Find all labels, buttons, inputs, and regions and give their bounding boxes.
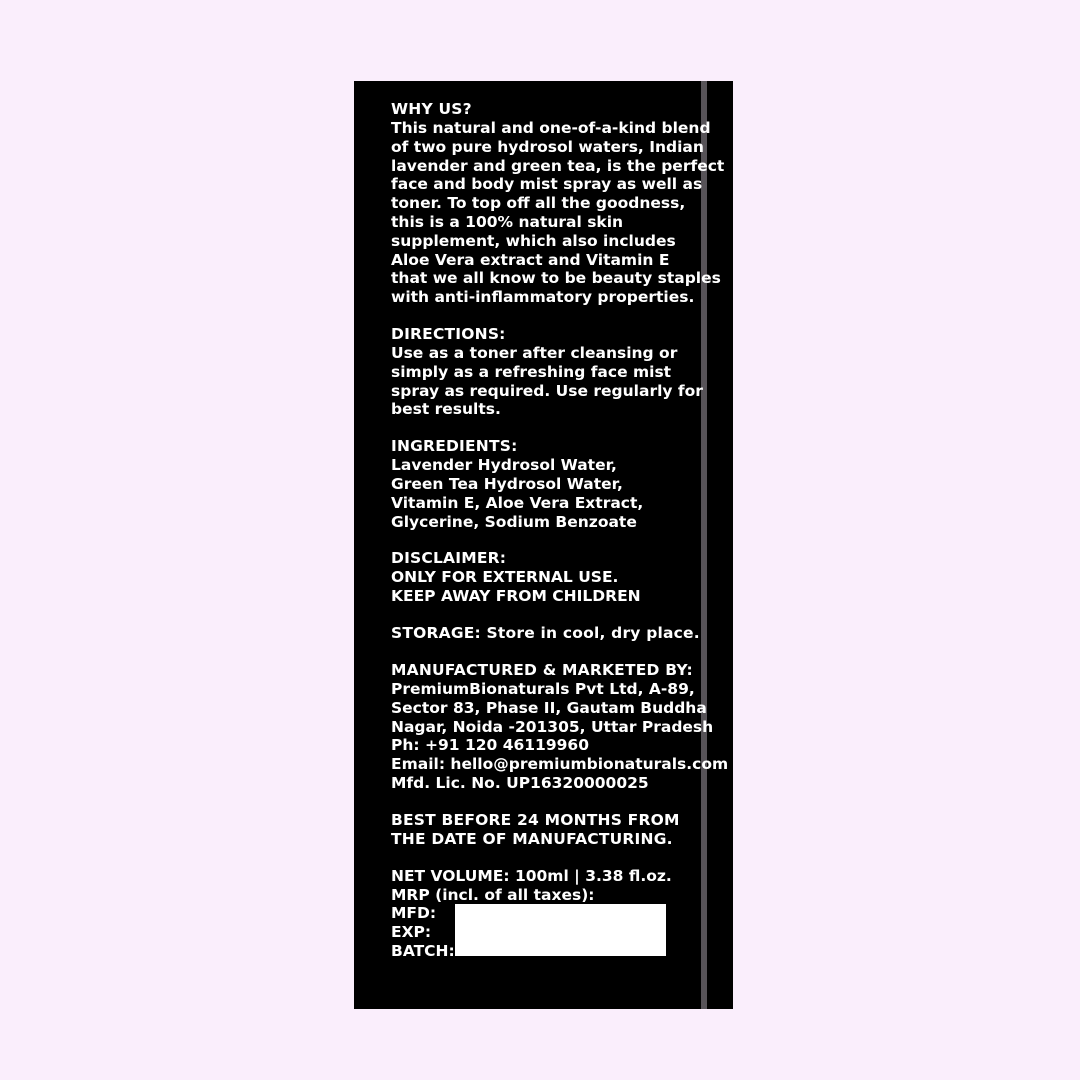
section-line: this is a 100% natural skin	[391, 212, 624, 231]
section-why-us	[391, 100, 725, 307]
label-spine-divider	[701, 81, 707, 1009]
section-line: Lavender Hydrosol Water,	[391, 456, 617, 475]
batch-field-label: BATCH:	[391, 941, 455, 960]
section-line: ONLY FOR EXTERNAL USE.	[391, 568, 619, 587]
section-line: lavender and green tea, is the perfect	[391, 156, 725, 175]
label-content	[391, 100, 729, 961]
section-line: Aloe Vera extract and Vitamin E	[391, 250, 670, 269]
section-line: of two pure hydrosol waters, Indian	[391, 137, 704, 156]
section-line: This natural and one-of-a-kind blend	[391, 119, 711, 137]
section-heading: STORAGE: Store in cool, dry place.	[391, 623, 700, 642]
section-line: Green Tea Hydrosol Water,	[391, 474, 623, 493]
section-line: THE DATE OF MANUFACTURING.	[391, 829, 673, 848]
section-best-before	[391, 811, 691, 849]
section-heading: WHY US?	[391, 100, 472, 118]
section-line: spray as required. Use regularly for	[391, 381, 703, 400]
section-line: toner. To top off all the goodness,	[391, 194, 686, 213]
section-pack-details	[391, 867, 691, 961]
exp-field-label: EXP:	[391, 923, 432, 942]
section-line: Mfd. Lic. No. UP16320000025	[391, 773, 649, 792]
section-ingredients	[391, 437, 691, 531]
section-heading: BEST BEFORE 24 MONTHS FROM	[391, 810, 680, 829]
section-line: PremiumBionaturals Pvt Ltd, A-89,	[391, 679, 695, 698]
section-heading: DISCLAIMER:	[391, 549, 507, 568]
section-line: with anti-inflammatory properties.	[391, 288, 695, 307]
batch-details-write-box[interactable]	[455, 904, 666, 956]
section-directions	[391, 324, 703, 419]
section-heading: MANUFACTURED & MARKETED BY:	[391, 660, 693, 679]
section-line: best results.	[391, 400, 501, 419]
section-storage	[391, 623, 700, 643]
section-line: KEEP AWAY FROM CHILDREN	[391, 587, 641, 606]
section-line: Vitamin E, Aloe Vera Extract,	[391, 493, 644, 512]
section-line: Nagar, Noida -201305, Uttar Pradesh	[391, 717, 714, 736]
section-line: Use as a toner after cleansing or	[391, 343, 678, 362]
section-heading: DIRECTIONS:	[391, 324, 506, 343]
section-line: Sector 83, Phase II, Gautam Buddha	[391, 698, 707, 717]
mrp-line: MRP (incl. of all taxes):	[391, 885, 595, 904]
section-heading: INGREDIENTS:	[391, 437, 518, 456]
section-line: supplement, which also includes	[391, 231, 676, 250]
batch-details-group	[391, 904, 691, 960]
mfd-field-label: MFD:	[391, 904, 437, 923]
net-volume-line: NET VOLUME: 100ml | 3.38 fl.oz.	[391, 866, 672, 885]
section-line: Glycerine, Sodium Benzoate	[391, 512, 637, 531]
section-disclaimer	[391, 549, 691, 606]
section-manufactured-by	[391, 660, 729, 793]
section-line: that we all know to be beauty staples	[391, 269, 721, 288]
section-line: Ph: +91 120 46119960	[391, 736, 589, 755]
email-line: Email: hello@premiumbionaturals.com	[391, 755, 729, 774]
section-line: simply as a refreshing face mist	[391, 362, 672, 381]
section-line: face and body mist spray as well as	[391, 175, 703, 194]
